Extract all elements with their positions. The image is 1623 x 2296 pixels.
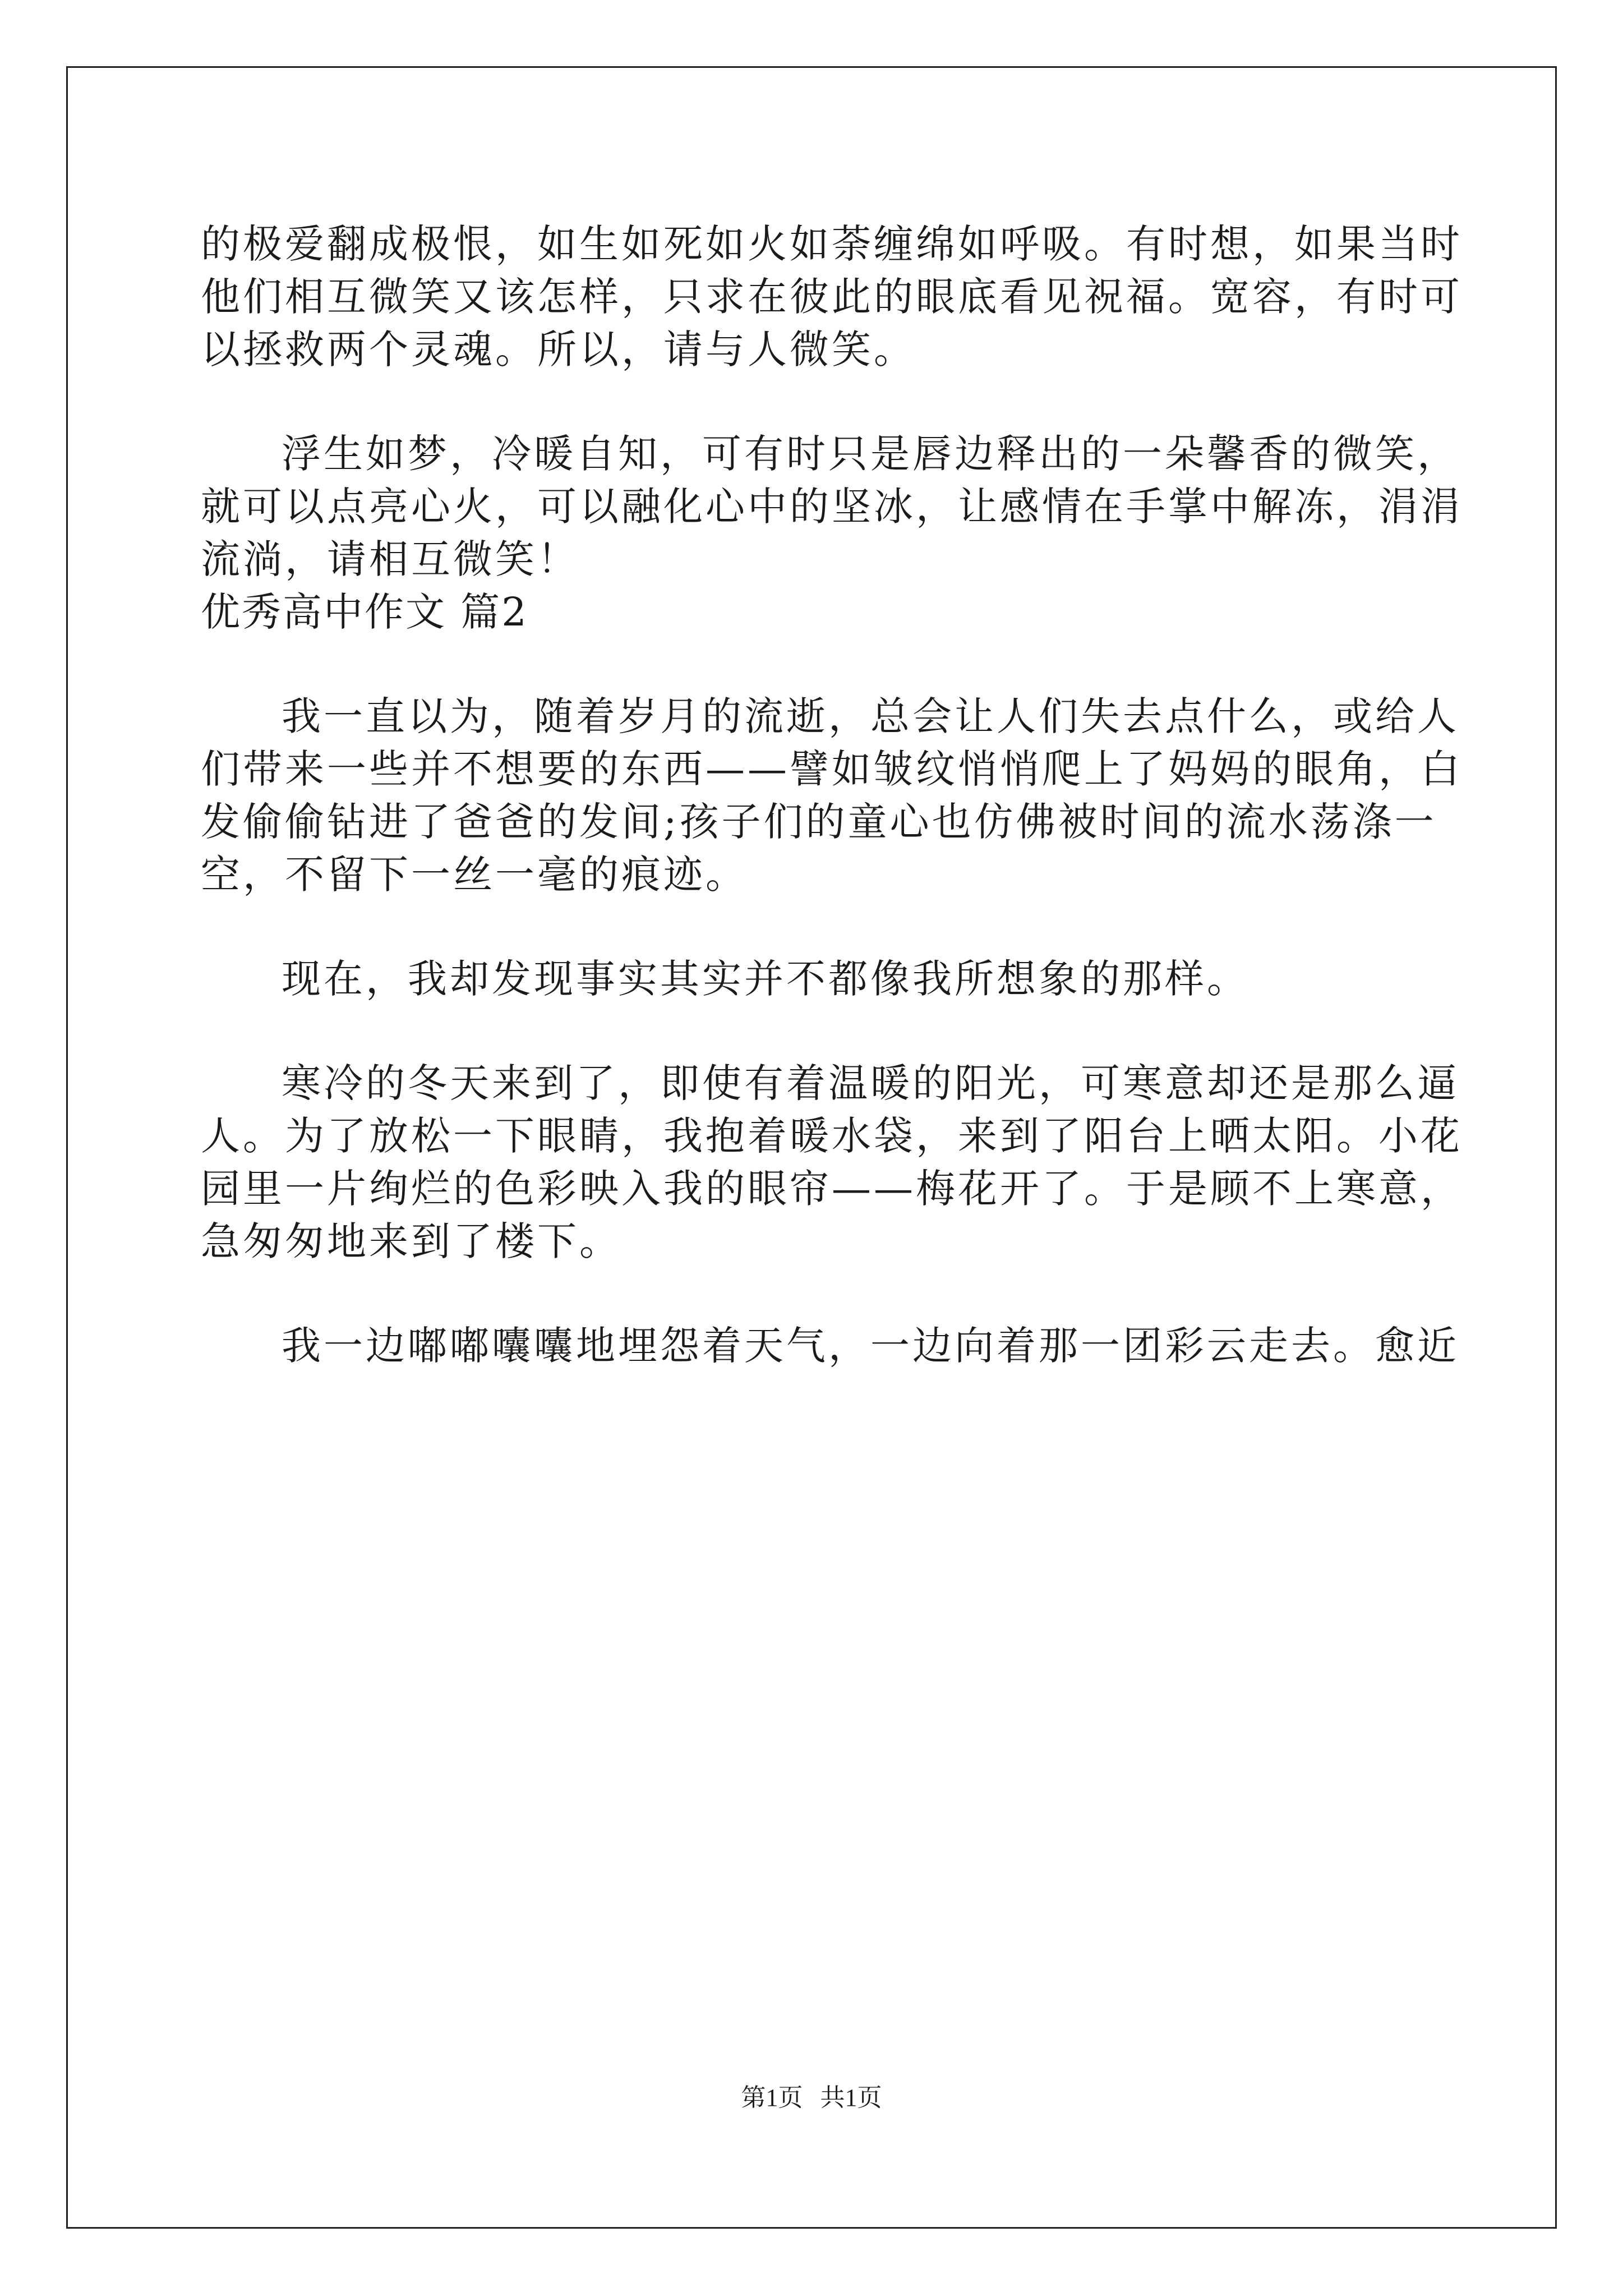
text-line: 的极爱翻成极恨，如生如死如火如荼缠绵如呼吸。有时想，如果当时 — [201, 221, 1463, 267]
text-line: 寒冷的冬天来到了，即使有着温暖的阳光，可寒意却还是那么逼 — [282, 1060, 1459, 1106]
paragraph — [201, 1057, 1463, 1268]
text-line: 空，不留下一丝一毫的痕迹。 — [201, 852, 748, 898]
text-line: 浮生如梦，冷暖自知，可有时只是唇边释出的一朵馨香的微笑， — [282, 431, 1459, 477]
paragraph — [201, 953, 1429, 1005]
section-heading — [201, 586, 1429, 638]
page-total: 共1页 — [820, 2084, 882, 2111]
text-line: 我一直以为，随着岁月的流逝，总会让人们失去点什么，或给人 — [282, 693, 1459, 739]
text-line: 发偷偷钻进了爸爸的发间;孩子们的童心也仿佛被时间的流水荡涤一 — [201, 799, 1437, 845]
text-line: 园里一片绚烂的色彩映入我的眼帘——梅花开了。于是顾不上寒意， — [201, 1166, 1463, 1212]
text-line: 们带来一些并不想要的东西——譬如皱纹悄悄爬上了妈妈的眼角，白 — [201, 746, 1463, 792]
text-line: 流淌，请相互微笑！ — [201, 536, 579, 582]
text-line: 人。为了放松一下眼睛，我抱着暖水袋，来到了阳台上晒太阳。小花 — [201, 1113, 1463, 1159]
text-line: 以拯救两个灵魂。所以，请与人微笑。 — [201, 326, 916, 372]
paragraph — [201, 690, 1463, 901]
text-line: 就可以点亮心火，可以融化心中的坚冰，让感情在手掌中解冻，涓涓 — [201, 484, 1463, 530]
paragraph-continuation — [201, 218, 1463, 376]
text-line: 急匆匆地来到了楼下。 — [201, 1218, 621, 1264]
paragraph — [201, 1319, 1459, 1372]
text-line: 他们相互微笑又该怎样，只求在彼此的眼底看见祝福。宽容，有时可 — [201, 274, 1463, 320]
heading-text: 优秀高中作文 篇2 — [201, 589, 528, 635]
text-line: 现在，我却发现事实其实并不都像我所想象的那样。 — [282, 956, 1249, 1002]
page-number: 第1页 — [741, 2084, 803, 2111]
paragraph — [201, 427, 1463, 586]
document-body — [201, 218, 1463, 1372]
page-footer — [0, 2081, 1623, 2115]
text-line: 我一边嘟嘟囔囔地埋怨着天气，一边向着那一团彩云走去。愈近 — [282, 1323, 1459, 1369]
